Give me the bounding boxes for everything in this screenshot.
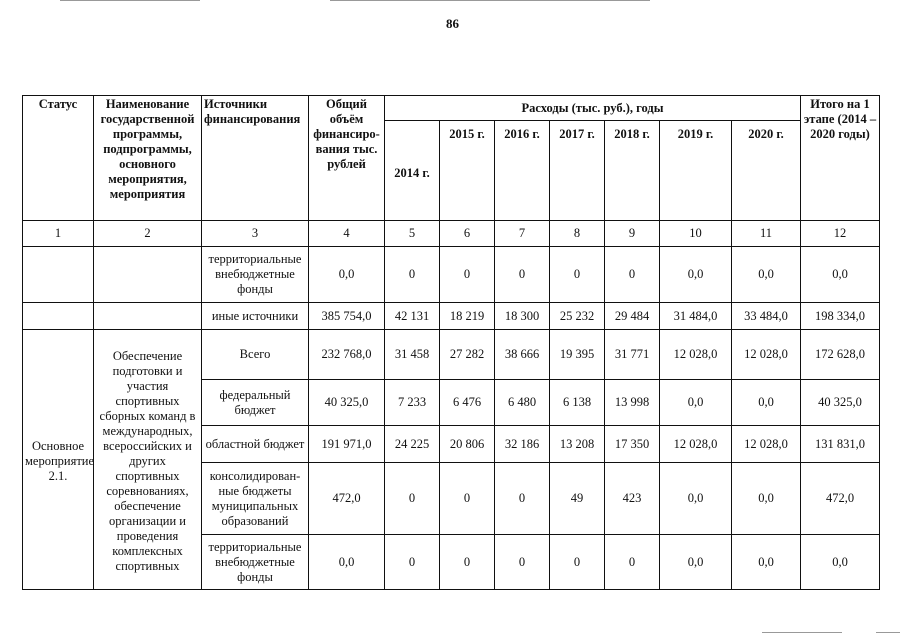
bottom-rule bbox=[876, 632, 900, 633]
column-numbers-row bbox=[23, 221, 880, 247]
source-cell: территориальные внебюджетные фонды bbox=[202, 535, 309, 590]
value-cell: 13 208 bbox=[550, 426, 605, 463]
value-cell: 0,0 bbox=[732, 247, 801, 303]
value-cell: 131 831,0 bbox=[801, 426, 880, 463]
header-stage-total: Итого на 1 этапе (2014 – 2020 годы) bbox=[801, 96, 880, 221]
value-cell: 18 300 bbox=[495, 303, 550, 330]
value-cell: 385 754,0 bbox=[309, 303, 385, 330]
value-cell: 0,0 bbox=[732, 535, 801, 590]
header-year: 2020 г. bbox=[732, 121, 801, 221]
value-cell: 40 325,0 bbox=[801, 380, 880, 426]
value-cell: 18 219 bbox=[440, 303, 495, 330]
event-status-cell: Основное мероприятие 2.1. bbox=[23, 330, 94, 590]
value-cell: 7 233 bbox=[385, 380, 440, 426]
value-cell: 0,0 bbox=[660, 380, 732, 426]
value-cell: 27 282 bbox=[440, 330, 495, 380]
column-number: 10 bbox=[660, 221, 732, 247]
table-row bbox=[23, 247, 880, 303]
name-cell bbox=[94, 303, 202, 330]
value-cell: 38 666 bbox=[495, 330, 550, 380]
value-cell: 0 bbox=[605, 247, 660, 303]
value-cell: 0,0 bbox=[660, 247, 732, 303]
value-cell: 19 395 bbox=[550, 330, 605, 380]
source-cell: консолидирован-ные бюджеты муниципальных образований bbox=[202, 463, 309, 535]
column-number: 12 bbox=[801, 221, 880, 247]
value-cell: 0,0 bbox=[309, 247, 385, 303]
value-cell: 0 bbox=[550, 247, 605, 303]
value-cell: 472,0 bbox=[309, 463, 385, 535]
value-cell: 0,0 bbox=[732, 380, 801, 426]
column-number: 2 bbox=[94, 221, 202, 247]
value-cell: 0 bbox=[385, 463, 440, 535]
value-cell: 29 484 bbox=[605, 303, 660, 330]
value-cell: 40 325,0 bbox=[309, 380, 385, 426]
value-cell: 0 bbox=[605, 535, 660, 590]
value-cell: 0 bbox=[495, 463, 550, 535]
value-cell: 472,0 bbox=[801, 463, 880, 535]
value-cell: 6 138 bbox=[550, 380, 605, 426]
value-cell: 17 350 bbox=[605, 426, 660, 463]
page-number: 86 bbox=[446, 16, 459, 31]
column-number: 3 bbox=[202, 221, 309, 247]
value-cell: 12 028,0 bbox=[732, 330, 801, 380]
value-cell: 12 028,0 bbox=[660, 426, 732, 463]
column-number: 9 bbox=[605, 221, 660, 247]
value-cell: 49 bbox=[550, 463, 605, 535]
value-cell: 0 bbox=[495, 535, 550, 590]
source-cell: Всего bbox=[202, 330, 309, 380]
value-cell: 172 628,0 bbox=[801, 330, 880, 380]
value-cell: 0,0 bbox=[732, 463, 801, 535]
source-cell: федеральный бюджет bbox=[202, 380, 309, 426]
top-rule bbox=[60, 0, 200, 1]
value-cell: 0 bbox=[440, 535, 495, 590]
table-row bbox=[23, 303, 880, 330]
header-year: 2015 г. bbox=[440, 121, 495, 221]
header-year: 2017 г. bbox=[550, 121, 605, 221]
value-cell: 13 998 bbox=[605, 380, 660, 426]
value-cell: 12 028,0 bbox=[732, 426, 801, 463]
value-cell: 6 476 bbox=[440, 380, 495, 426]
column-number: 5 bbox=[385, 221, 440, 247]
header-expenses: Расходы (тыс. руб.), годы bbox=[385, 96, 801, 121]
column-number: 11 bbox=[732, 221, 801, 247]
value-cell: 33 484,0 bbox=[732, 303, 801, 330]
value-cell: 0 bbox=[440, 463, 495, 535]
value-cell: 25 232 bbox=[550, 303, 605, 330]
value-cell: 31 458 bbox=[385, 330, 440, 380]
value-cell: 31 771 bbox=[605, 330, 660, 380]
value-cell: 0 bbox=[495, 247, 550, 303]
source-cell: областной бюджет bbox=[202, 426, 309, 463]
value-cell: 0,0 bbox=[309, 535, 385, 590]
value-cell: 191 971,0 bbox=[309, 426, 385, 463]
value-cell: 0,0 bbox=[801, 535, 880, 590]
value-cell: 0 bbox=[440, 247, 495, 303]
header-year: 2014 г. bbox=[385, 121, 440, 221]
top-rule bbox=[330, 0, 650, 1]
column-number: 1 bbox=[23, 221, 94, 247]
value-cell: 423 bbox=[605, 463, 660, 535]
value-cell: 0,0 bbox=[660, 463, 732, 535]
header-year: 2016 г. bbox=[495, 121, 550, 221]
value-cell: 6 480 bbox=[495, 380, 550, 426]
column-number: 7 bbox=[495, 221, 550, 247]
source-cell: территориальные внебюджетные фонды bbox=[202, 247, 309, 303]
value-cell: 0,0 bbox=[660, 535, 732, 590]
status-cell bbox=[23, 247, 94, 303]
value-cell: 0 bbox=[385, 247, 440, 303]
column-number: 6 bbox=[440, 221, 495, 247]
header-year: 2018 г. bbox=[605, 121, 660, 221]
budget-table bbox=[22, 95, 880, 590]
source-cell: иные источники bbox=[202, 303, 309, 330]
header-total-volume: Общий объём финансиро-вания тыс. рублей bbox=[309, 96, 385, 221]
column-number: 4 bbox=[309, 221, 385, 247]
value-cell: 198 334,0 bbox=[801, 303, 880, 330]
header-year: 2019 г. bbox=[660, 121, 732, 221]
value-cell: 0 bbox=[550, 535, 605, 590]
value-cell: 20 806 bbox=[440, 426, 495, 463]
value-cell: 12 028,0 bbox=[660, 330, 732, 380]
name-cell bbox=[94, 247, 202, 303]
table-row bbox=[23, 330, 880, 380]
bottom-rule bbox=[762, 632, 842, 633]
value-cell: 42 131 bbox=[385, 303, 440, 330]
value-cell: 24 225 bbox=[385, 426, 440, 463]
status-cell bbox=[23, 303, 94, 330]
event-name-cell: Обеспечение подготовки и участия спортивных сборных команд в международных, всероссийских и других спортивных соревнованиях, обеспечение организации и проведения комплексных спортивных bbox=[94, 330, 202, 590]
header-row bbox=[23, 96, 880, 121]
header-source: Источники финансирования bbox=[202, 96, 309, 221]
value-cell: 32 186 bbox=[495, 426, 550, 463]
header-status: Статус bbox=[23, 96, 94, 221]
value-cell: 31 484,0 bbox=[660, 303, 732, 330]
column-number: 8 bbox=[550, 221, 605, 247]
value-cell: 232 768,0 bbox=[309, 330, 385, 380]
value-cell: 0 bbox=[385, 535, 440, 590]
header-name: Наименование государственной программы, подпрограммы, основного мероприятия, мероприятия bbox=[94, 96, 202, 221]
value-cell: 0,0 bbox=[801, 247, 880, 303]
